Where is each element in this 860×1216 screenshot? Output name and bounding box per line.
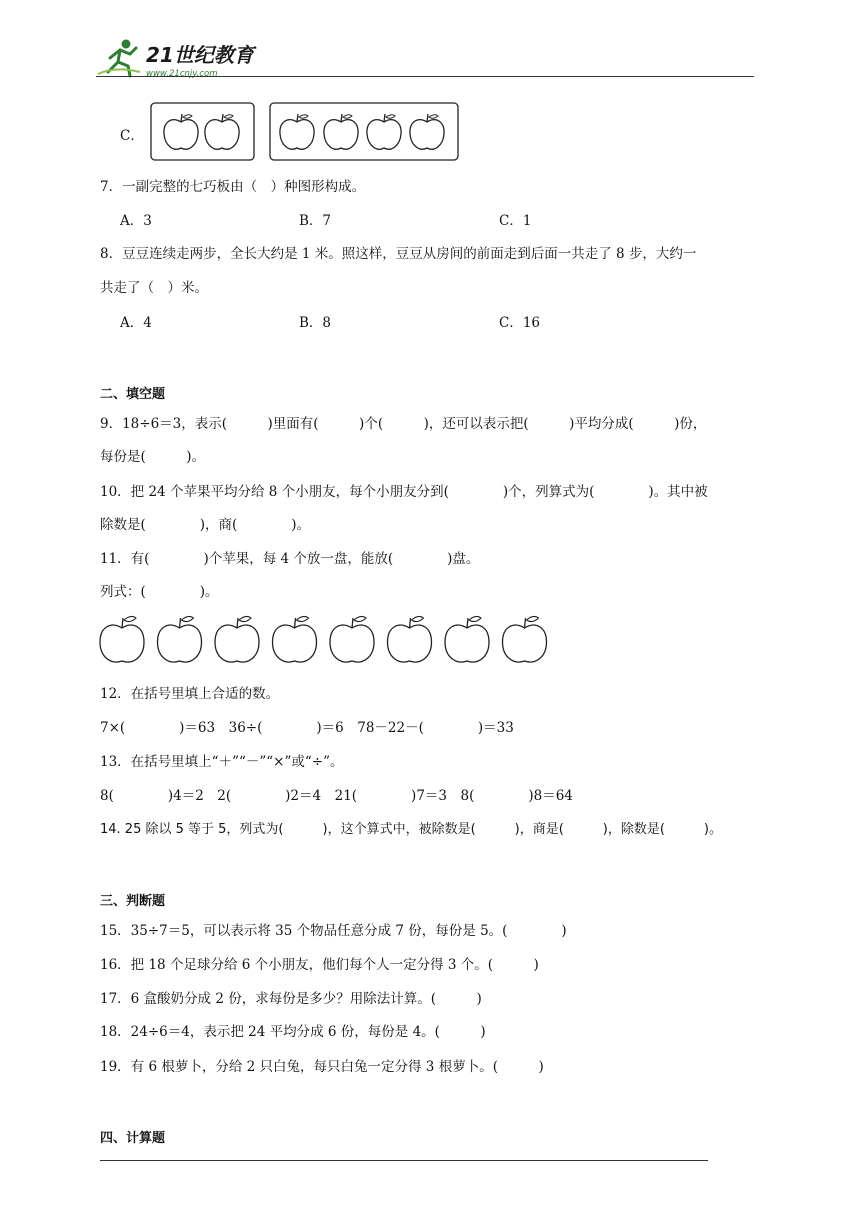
apple-icon	[158, 616, 202, 662]
apple-icon	[330, 616, 374, 662]
q18: 18．24÷6＝4，表示把 24 平均分成 6 份，每份是 4。( )	[100, 1024, 486, 1040]
q7-option-c: C．1	[499, 213, 532, 229]
apple-icon	[367, 114, 401, 149]
section4-title: 四、计算题	[100, 1131, 166, 1146]
apple-icon	[164, 114, 198, 149]
apple-icon	[388, 616, 432, 662]
q7-option-b: B．7	[299, 213, 332, 229]
q8-stem-line2: 共走了（ ）米。	[100, 280, 208, 296]
section2-title: 二、填空题	[100, 387, 166, 402]
apple-icon	[324, 114, 358, 149]
runner-icon	[98, 40, 140, 77]
apple-icon	[215, 616, 259, 662]
q17: 17．6 盒酸奶分成 2 份，求每份是多少？用除法计算。( )	[100, 991, 482, 1007]
footer-rule	[100, 1160, 708, 1161]
apple-icon	[205, 114, 239, 149]
apple-icon	[273, 616, 317, 662]
site-logo	[96, 36, 266, 80]
q8-option-a: A．4	[120, 315, 152, 331]
apple-box-right	[270, 103, 458, 160]
q10-line1: 10．把 24 个苹果平均分给 8 个小朋友，每个小朋友分到( )个，列算式为( )。其中被	[100, 484, 708, 500]
q9-line1: 9．18÷6＝3，表示( )里面有( )个( )，还可以表示把( )平均分成( )份，	[100, 416, 707, 432]
q8-option-b: B．8	[299, 315, 332, 331]
q12-equations: 7×( )＝63 36÷( )＝6 78－22－( )＝33	[100, 720, 514, 736]
q13-stem: 13．在括号里填上“＋”“－”“×”或“÷”。	[100, 754, 344, 770]
q15: 15．35÷7＝5，可以表示将 35 个物品任意分成 7 份，每份是 5。( )	[100, 923, 567, 939]
q12-stem: 12．在括号里填上合适的数。	[100, 686, 280, 702]
logo-text: 21世纪教育	[146, 43, 254, 67]
header-rule	[96, 76, 754, 77]
apple-icon	[445, 616, 489, 662]
q11-apple-row	[98, 610, 558, 666]
q13-equations: 8( )4＝2 2( )2＝4 21( )7＝3 8( )8＝64	[100, 788, 573, 804]
q14: 14. 25 除以 5 等于 5，列式为( )，这个算式中，被除数是( )，商是( )，除数是( )。	[100, 822, 722, 837]
apple-icon	[503, 616, 547, 662]
q11-line2: 列式：( )。	[100, 584, 219, 600]
q9-line2: 每份是( )。	[100, 449, 206, 465]
apple-icon	[410, 114, 444, 149]
q10-line2: 除数是( )，商( )。	[100, 517, 311, 533]
q7-option-a: A．3	[120, 213, 152, 229]
apple-icon	[280, 114, 314, 149]
section3-title: 三、判断题	[100, 894, 166, 909]
logo-url: www.21cnjy.com	[146, 69, 218, 79]
q7-stem: 7．一副完整的七巧板由（ ）种图形构成。	[100, 179, 366, 195]
q8-stem-line1: 8．豆豆连续走两步，全长大约是 1 米。照这样，豆豆从房间的前面走到后面一共走了 8 步，大约一	[100, 246, 697, 262]
q6-option-c-image	[150, 102, 460, 162]
q16: 16．把 18 个足球分给 6 个小朋友，他们每个人一定分得 3 个。( )	[100, 957, 539, 973]
q19: 19．有 6 根萝卜，分给 2 只白兔，每只白兔一定分得 3 根萝卜。( )	[100, 1059, 544, 1075]
q6-option-c-label: C．	[120, 128, 144, 144]
q8-option-c: C．16	[499, 315, 541, 331]
apple-icon	[100, 616, 144, 662]
q11-line1: 11．有( )个苹果，每 4 个放一盘，能放( )盘。	[100, 551, 480, 567]
